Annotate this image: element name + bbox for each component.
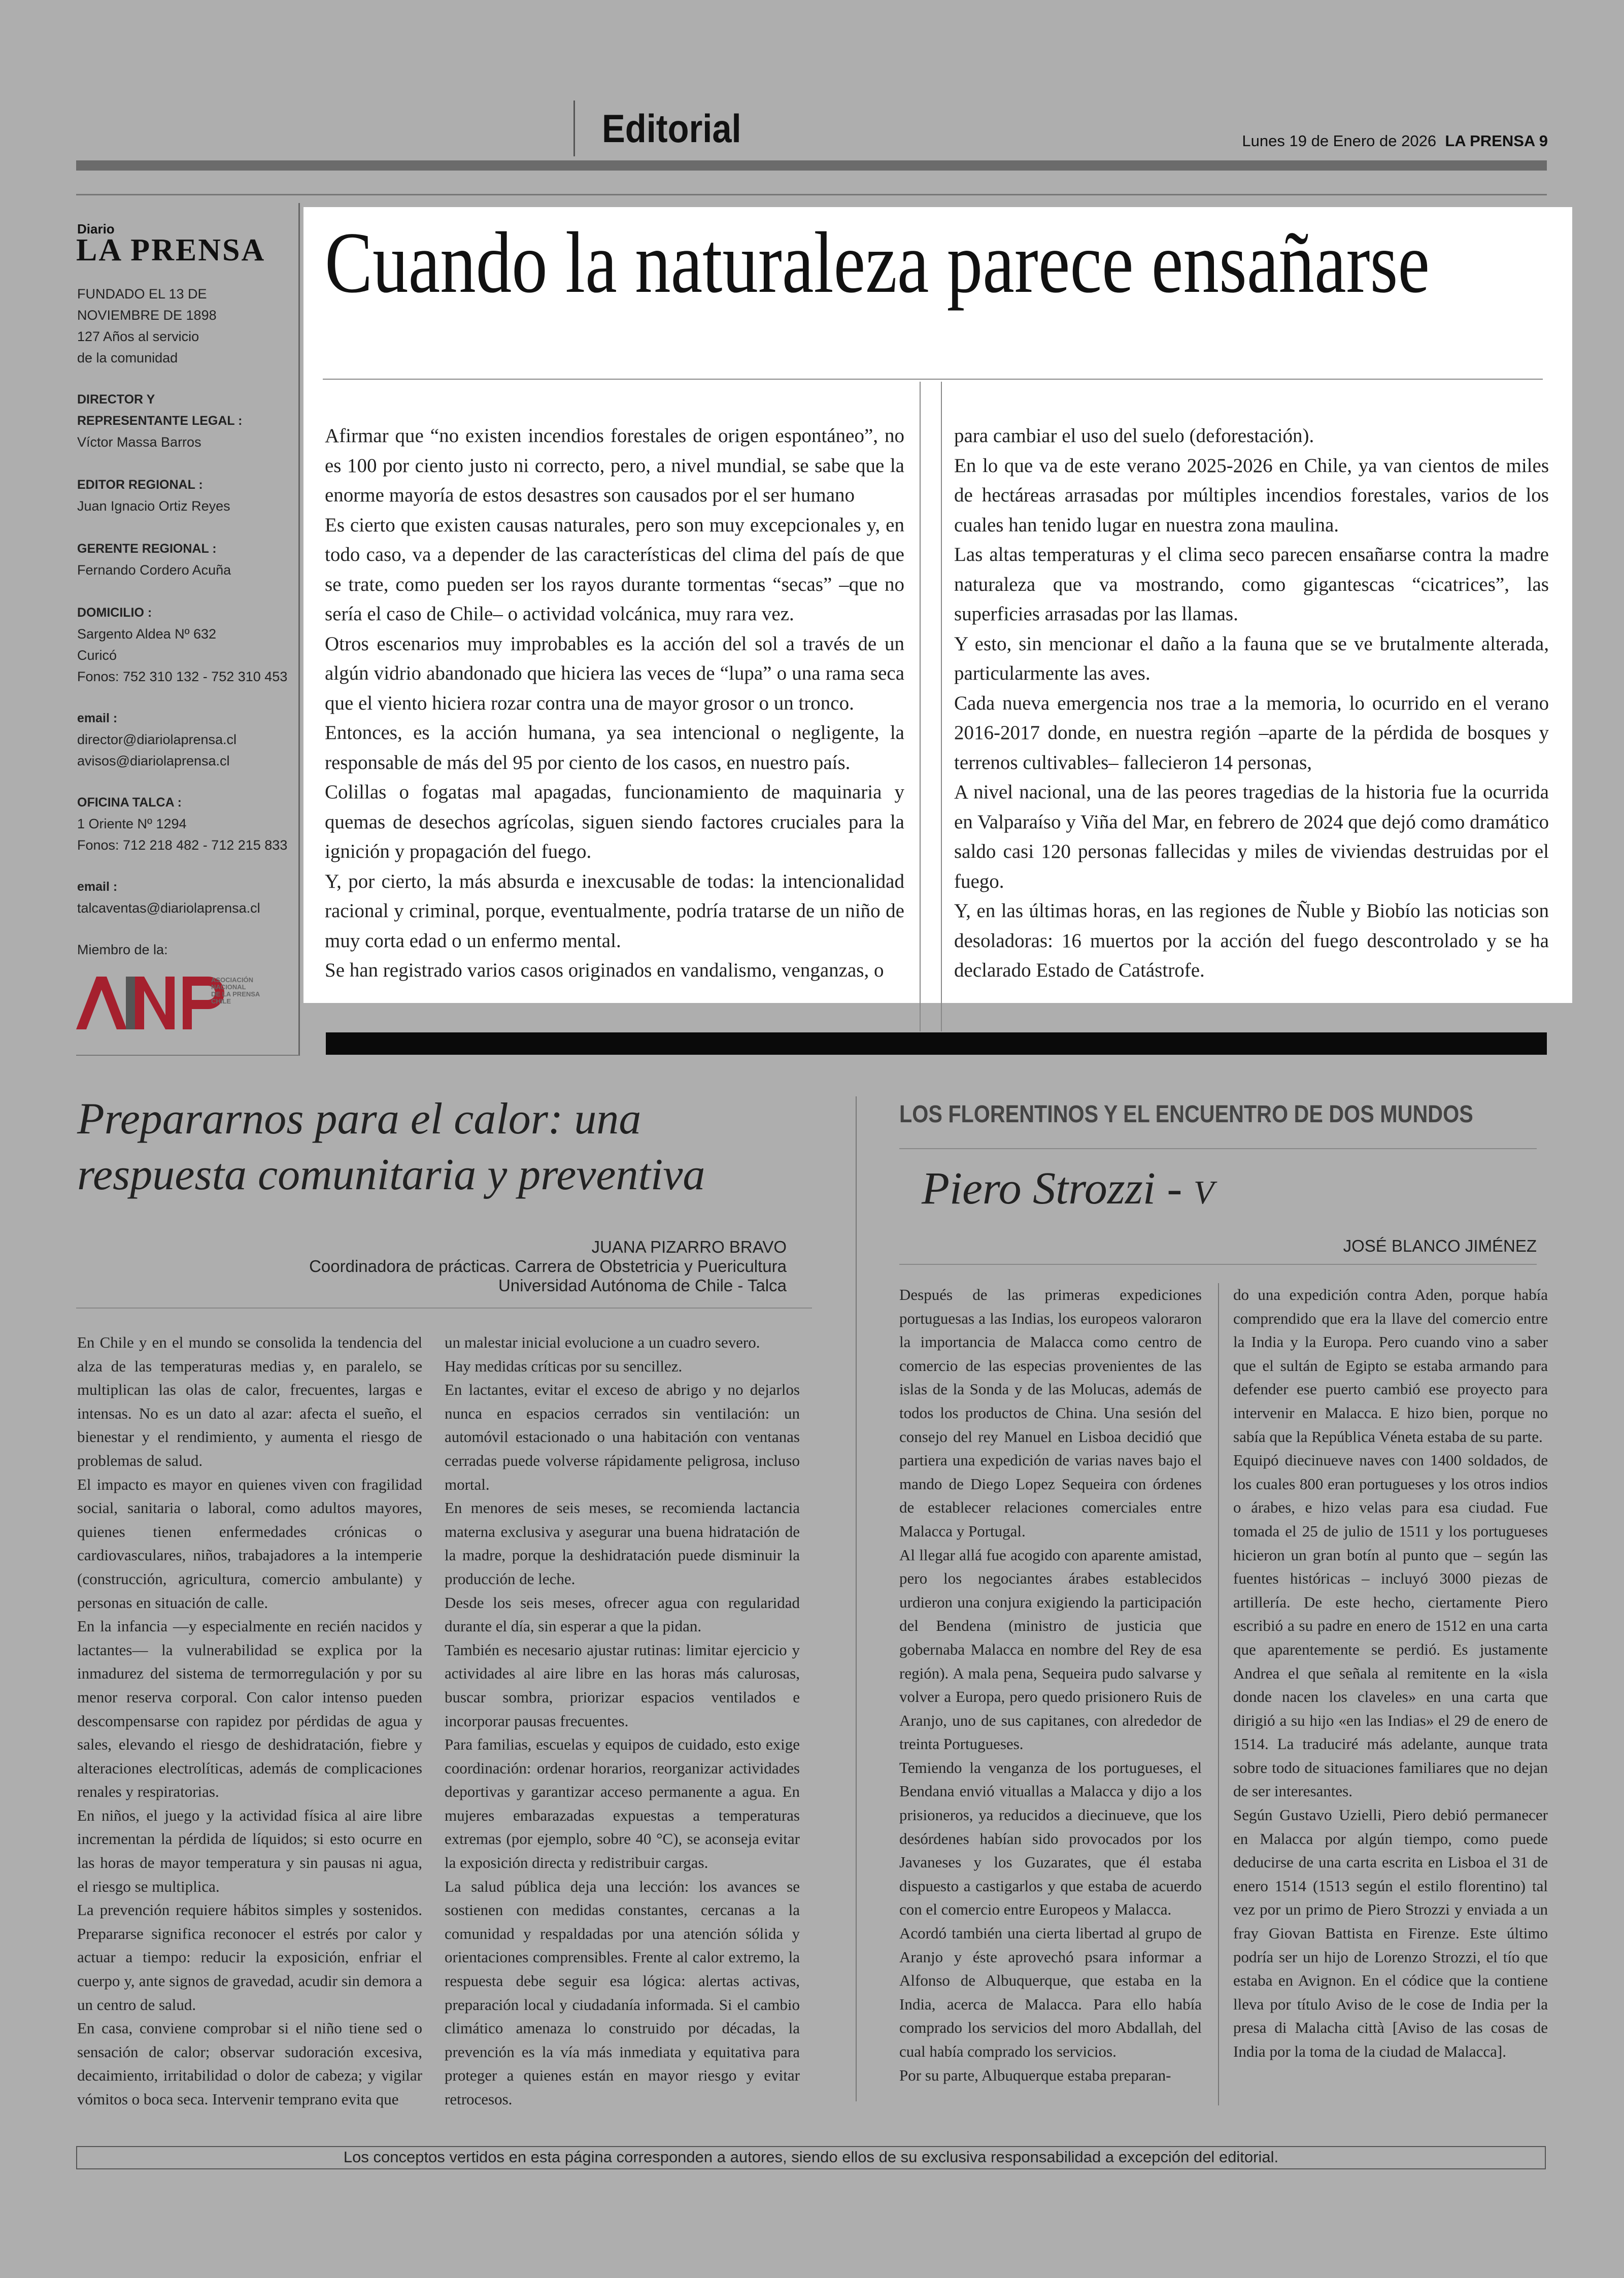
article-paragraph: Acordó también una cierta libertad al grupo de Aranjo y éste aprovechó psara informar a Alfonso de Albuquerque, que estaba en la India, acerca de Malacca. Para ello había comprado los servicios del moro Abdallah, del cual había comprado los servicios. bbox=[899, 1924, 1202, 2060]
footer-disclaimer: Los conceptos vertidos en esta página corresponden a autores, siendo ellos de su exclusiva responsabilidad a excepción del editorial. bbox=[343, 2148, 1279, 2166]
anp-text-line: ASOCIACIÓN bbox=[211, 976, 254, 984]
masthead-director bbox=[77, 389, 290, 453]
email-link[interactable]: talcaventas@diariolaprensa.cl bbox=[77, 900, 260, 916]
header-rule-thin bbox=[76, 194, 1547, 195]
right-article-column-1 bbox=[899, 1283, 1202, 2087]
founded-line: de la comunidad bbox=[77, 350, 178, 365]
anp-text-line: CHILE bbox=[211, 997, 231, 1005]
headline-text: Piero Strozzi - bbox=[922, 1163, 1182, 1214]
email2-label: email : bbox=[77, 880, 118, 894]
article-paragraph: En niños, el juego y la actividad física al aire libre incrementan la pérdida de líquidos; si esto ocurre en las horas de mayor temperatura y sin pausas ni agua, el riesgo se multiplica. bbox=[77, 1806, 422, 1895]
right-article-headline bbox=[922, 1162, 1214, 1215]
editorial-headline: Cuando la naturaleza parece ensañarse bbox=[325, 215, 1430, 311]
article-paragraph: Al llegar allá fue acogido con aparente amistad, pero los negociantes árabes establecidos urdieron una conjura exigiendo la participación del Bendena (ministro de justicia que gobernaba Malacca en nombre del Rey de esa región). A mala pena, Sequeira pudo salvarse y volver a Europa, pero quedo prisionero Ruis de Aranjo, uno de sus capitanes, con alrededor de treinta Portugueses. bbox=[899, 1546, 1202, 1753]
masthead-address bbox=[77, 602, 290, 687]
editorial-paragraph: Y, en las últimas horas, en las regiones de Ñuble y Biobío las noticias son desoladoras: 16 muertos por la acción del fuego descontrolado y se ha declarado Estado de Catástrofe. bbox=[954, 900, 1549, 981]
masthead-logo: LA PRENSA bbox=[76, 233, 266, 267]
editorial-headline-rule bbox=[323, 379, 1543, 380]
headline-numeral: V bbox=[1193, 1174, 1214, 1211]
article-paragraph: Después de las primeras expediciones portuguesas a las Indias, los europeos valoraron la importancia de Malacca como centro de comercio de las especias provenientes de las islas de la Sonda y de las Molucas, además de todos los productos de China. Una sesión del consejo del rey Manuel en Lisboa decidió que partiera una expedición de varias naves bajo el mando de Diego Lopez Sequeira con órdenes de establecer relaciones comerciales entre Malacca y Portugal. bbox=[899, 1286, 1202, 1540]
article-paragraph: También es necesario ajustar rutinas: limitar ejercicio y actividades al aire libre en las horas más calurosas, buscar sombra, priorizar espacios ventilados e incorporar pausas frecuentes. bbox=[445, 1640, 800, 1730]
author-name: JUANA PIZARRO BRAVO bbox=[591, 1237, 787, 1256]
header-date bbox=[1242, 132, 1548, 150]
author-role: Coordinadora de prácticas. Carrera de Obstetricia y Puericultura bbox=[309, 1257, 787, 1276]
address-line: Fonos: 752 310 132 - 752 310 453 bbox=[77, 669, 288, 684]
article-paragraph: Según Gustavo Uzielli, Piero debió permanecer en Malacca por algún tiempo, como puede deducirse de una carta escrita en Lisboa el 31 de enero 1514 (1513 según el estilo florentino) tal vez por un primo de Piero Strozzi y enviada a un fray Giovan Battista en Firenze. Este último podría ser un hijo de Lorenzo Strozzi, el tío que estaba en Avignon. En el códice que la contiene lleva por título Aviso de le cose de India per la presa di Malacha città [Aviso de las cosas de India por la toma de la ciudad de Malacca]. bbox=[1233, 1806, 1548, 2060]
article-paragraph: un malestar inicial evolucione a un cuadro severo. bbox=[445, 1333, 760, 1351]
editorial-bottom-bar bbox=[326, 1032, 1547, 1055]
left-article-rule bbox=[76, 1308, 812, 1309]
email-label: email : bbox=[77, 711, 118, 725]
article-paragraph: Hay medidas críticas por su sencillez. bbox=[445, 1357, 683, 1375]
editorial-column-1 bbox=[325, 421, 904, 986]
article-paragraph: Por su parte, Albuquerque estaba preparan- bbox=[899, 2066, 1171, 2084]
editorial-paragraph: Afirmar que “no existen incendios forestales de origen espontáneo”, no es 100 por ciento justo ni correcto, pero, a nivel mundial, se sabe que la enorme mayoría de estos desastres son causados por el ser humano bbox=[325, 425, 904, 506]
masthead-divider bbox=[298, 203, 300, 1056]
talca-line: Fonos: 712 218 482 - 712 215 833 bbox=[77, 838, 288, 853]
article-paragraph: En casa, conviene comprobar si el niño tiene sed o sensación de calor; observar sudoración excesiva, decaimiento, irritabilidad o dolor de cabeza; y vigilar vómitos o boca seca. Intervenir temprano evita que bbox=[77, 2019, 422, 2108]
masthead-talca bbox=[77, 792, 290, 856]
right-article-byline: JOSÉ BLANCO JIMÉNEZ bbox=[1343, 1236, 1537, 1255]
editor-label: EDITOR REGIONAL : bbox=[77, 478, 203, 492]
editorial-paragraph: Y esto, sin mencionar el daño a la fauna que se ve brutalmente alterada, particularmente las aves. bbox=[954, 632, 1549, 684]
editorial-paragraph: Cada nueva emergencia nos trae a la memoria, lo ocurrido en el verano 2016-2017 donde, en nuestra región –aparte de la pérdida de bosques y terrenos cultivables– fallecieron 14 personas, bbox=[954, 692, 1549, 774]
paper-page: LA PRENSA 9 bbox=[1445, 132, 1548, 150]
editor-name: Juan Ignacio Ortiz Reyes bbox=[77, 498, 230, 514]
founded-line: FUNDADO EL 13 DE bbox=[77, 286, 207, 302]
talca-line: 1 Oriente Nº 1294 bbox=[77, 816, 187, 831]
editorial-paragraph: Colillas o fogatas mal apagadas, funcionamiento de maquinaria y quemas de desechos agrícolas, siguen siendo factores cruciales para la ignición y propagación del fuego. bbox=[325, 781, 904, 862]
date-text: Lunes 19 de Enero de 2026 bbox=[1242, 132, 1437, 150]
masthead-bottom-rule bbox=[76, 1055, 299, 1056]
anp-text-line: DE LA PRENSA bbox=[211, 990, 260, 998]
header-divider-vertical bbox=[573, 100, 575, 156]
talca-label: OFICINA TALCA : bbox=[77, 795, 182, 810]
editorial-paragraph: Las altas temperaturas y el clima seco parecen ensañarse contra la madre naturaleza que va mostrando, como gigantescas “cicatrices”, las superficies arrasadas por las llamas. bbox=[954, 544, 1549, 625]
article-paragraph: El impacto es mayor en quienes viven con fragilidad social, sanitaria o laboral, como adultos mayores, quienes tienen enfermedades crónicas o cardiovasculares, niños, trabajadores a la intemperie (construcción, agricultura, comercio ambulante) y personas en situación de calle. bbox=[77, 1475, 422, 1612]
anp-logo bbox=[76, 969, 279, 1035]
founded-line: NOVIEMBRE DE 1898 bbox=[77, 308, 217, 323]
editorial-col-divider-1 bbox=[920, 382, 921, 1031]
member-of: Miembro de la: bbox=[77, 942, 168, 957]
left-article-byline bbox=[178, 1237, 787, 1295]
header-rule-thick bbox=[76, 160, 1547, 171]
editorial-paragraph: Entonces, es la acción humana, ya sea intencional o negligente, la responsable de más del 95 por ciento de los casos, en nuestro país. bbox=[325, 722, 904, 774]
right-article-col-divider bbox=[1218, 1283, 1219, 2105]
section-title: Editorial bbox=[602, 106, 741, 151]
address-line: Sargento Aldea Nº 632 bbox=[77, 626, 217, 642]
article-paragraph: En menores de seis meses, se recomienda lactancia materna exclusiva y asegurar una buena hidratación de la madre, porque la deshidratación puede disminuir la producción de leche. bbox=[445, 1499, 800, 1588]
editorial-column-2 bbox=[954, 421, 1549, 986]
email-link[interactable]: avisos@diariolaprensa.cl bbox=[77, 753, 230, 768]
kicker-rule bbox=[899, 1148, 1537, 1149]
founded-line: 127 Años al servicio bbox=[77, 329, 199, 344]
director-label: REPRESENTANTE LEGAL : bbox=[77, 414, 243, 428]
editorial-paragraph: Es cierto que existen causas naturales, pero son muy excepcionales y, en todo caso, va a depender de las características del clima del país de que se trate, como pueden ser los rayos durante tormentas “secas” –que no sería el caso de Chile– o actividad volcánica, muy rara vez. bbox=[325, 514, 904, 625]
article-paragraph: La salud pública deja una lección: los avances se sostienen con medidas constantes, cercanas a la comunidad y respaldadas por una atención sólida y orientaciones comprensibles. Frente al calor extremo, la respuesta debe seguir esa lógica: alertas activas, preparación local y ciudadanía informada. Si el cambio climático amenaza lo construido por décadas, la prevención es la vía más inmediata y equitativa para proteger a quienes están en mayor riesgo y evitar retrocesos. bbox=[445, 1877, 800, 2108]
manager-name: Fernando Cordero Acuña bbox=[77, 562, 231, 578]
left-article-column-2 bbox=[445, 1331, 800, 2112]
email-link[interactable]: director@diariolaprensa.cl bbox=[77, 732, 237, 747]
anp-text-line: NACIONAL bbox=[211, 983, 246, 991]
masthead-editor bbox=[77, 474, 290, 517]
editorial-paragraph: A nivel nacional, una de las peores tragedias de la historia fue la ocurrida en Valparaíso y Viña del Mar, en febrero de 2024 que dejó como dramático saldo casi 120 personas fallecidas y miles de viviendas destruidas por el fuego. bbox=[954, 781, 1549, 892]
right-article-rule bbox=[899, 1264, 1537, 1265]
article-paragraph: Desde los seis meses, ofrecer agua con regularidad durante el día, sin esperar a que la pidan. bbox=[445, 1593, 800, 1635]
editorial-col-divider-2 bbox=[941, 382, 942, 1031]
headline-line: respuesta comunitaria y preventiva bbox=[77, 1150, 705, 1199]
address-label: DOMICILIO : bbox=[77, 606, 152, 620]
director-label: DIRECTOR Y bbox=[77, 392, 155, 407]
masthead-email2 bbox=[77, 876, 290, 919]
author-role: Universidad Autónoma de Chile - Talca bbox=[498, 1276, 787, 1295]
article-paragraph: do una expedición contra Aden, porque había comprendido que era la llave del comercio entre la India y la Europa. Pero cuando vino a saber que el sultán de Egipto se estaba armando para defender ese puerto cambió ese proyecto para intervenir en Malacca. E hizo bien, porque no sabía que la República Véneta estaba de su parte. bbox=[1233, 1286, 1548, 1446]
article-paragraph: En Chile y en el mundo se consolida la tendencia del alza de las temperaturas medias y, en paralelo, se multiplican las olas de calor, frecuentes, largas e intensas. No es un dato al azar: afecta el sueño, el bienestar y el rendimiento, y aumenta el riesgo de problemas de salud. bbox=[77, 1333, 422, 1469]
center-divider bbox=[856, 1096, 857, 2101]
article-paragraph: Equipó diecinueve naves con 1400 soldados, de los cuales 800 eran portugueses y los otros indios o árabes, e hizo velas para esa ciudad. Fue tomada el 25 de julio de 1511 y los portugueses hicieron un gran botín al punto que – según las fuentes históricas – incluyó 3000 piezas de artillería. De este hecho, ciertamente Piero escribió a su padre en enero de 1512 en una carta que aparentemente se perdió. Es justamente Andrea el que señala al remitente en la «isla donde nacen los claveles» en una carta que dirigió a su hijo «en las Indias» el 29 de enero de 1514. La traduciré más adelante, aunque trata sobre todo de situaciones familiares que no dejan de ser interesantes. bbox=[1233, 1451, 1548, 1800]
article-paragraph: Para familias, escuelas y equipos de cuidado, esto exige coordinación: ordenar horarios, reorganizar actividades deportivas y garantizar acceso permanente a agua. En mujeres embarazadas expuestas a temperaturas extremas (por ejemplo, sobre 40 °C), se aconseja evitar la exposición directa y redistribuir cargas. bbox=[445, 1735, 800, 1872]
editorial-paragraph: para cambiar el uso del suelo (deforestación). bbox=[954, 425, 1314, 447]
masthead-email bbox=[77, 708, 290, 772]
left-article-headline bbox=[77, 1091, 838, 1203]
editorial-paragraph: Se han registrado varios casos originados en vandalismo, venganzas, o bbox=[325, 959, 884, 981]
director-name: Víctor Massa Barros bbox=[77, 434, 201, 450]
manager-label: GERENTE REGIONAL : bbox=[77, 542, 217, 556]
left-article-column-1 bbox=[77, 1331, 422, 2112]
article-paragraph: En lactantes, evitar el exceso de abrigo y no dejarlos nunca en espacios cerrados sin ventilación: un automóvil estacionado o una habitación con ventanas cerradas puede volverse rápidamente peligrosa, incluso mortal. bbox=[445, 1381, 800, 1493]
headline-line: Prepararnos para el calor: una bbox=[77, 1094, 641, 1144]
address-line: Curicó bbox=[77, 648, 117, 663]
right-article-column-2 bbox=[1233, 1283, 1548, 2064]
article-paragraph: En la infancia —y especialmente en recién nacidos y lactantes— la vulnerabilidad se explica por la inmadurez del sistema de termorregulación y por su menor reserva corporal. Con calor intenso pueden descompensarse con rapidez por pérdidas de agua y sales, elevando el riesgo de deshidratación, fiebre y alteraciones electrolíticas, además de complicaciones renales y respiratorias. bbox=[77, 1617, 422, 1801]
article-paragraph: La prevención requiere hábitos simples y sostenidos. Prepararse significa reconocer el estrés por calor y actuar a tiempo: reducir la exposición, enfriar el cuerpo y, ante signos de gravedad, acudir sin demora a un centro de salud. bbox=[77, 1901, 422, 2014]
masthead-founded bbox=[77, 283, 290, 368]
article-paragraph: Temiendo la venganza de los portugueses, el Bendana envió vituallas a Malacca y dijo a los prisioneros, ya reducidos a diecinueve, que los desórdenes habían sido provocados por los Javaneses y los Guzarates, que él estaba dispuesto a castigarlos y que estaba de acuerdo con el comercio entre Europeos y Malacca. bbox=[899, 1758, 1202, 1919]
editorial-paragraph: Otros escenarios muy improbables es la acción del sol a través de un algún vidrio abandonado que hiciera las veces de “lupa” o una rama seca que el viento hiciera rozar contra una de mayor grosor o un tronco. bbox=[325, 632, 904, 714]
editorial-paragraph: Y, por cierto, la más absurda e inexcusable de todas: la intencionalidad racional y criminal, porque, eventualmente, podría tratarse de un niño de muy corta edad o un enfermo mental. bbox=[325, 870, 904, 952]
masthead-manager bbox=[77, 538, 290, 581]
right-article-kicker: LOS FLORENTINOS Y EL ENCUENTRO DE DOS MUNDOS bbox=[899, 1101, 1473, 1128]
masthead-logo-small: Diario bbox=[77, 221, 115, 237]
editorial-paragraph: En lo que va de este verano 2025-2026 en Chile, ya van cientos de miles de hectáreas arrasadas por múltiples incendios forestales, varios de los cuales han tenido lugar en nuestra zona maulina. bbox=[954, 454, 1549, 536]
anp-text bbox=[211, 977, 260, 1005]
